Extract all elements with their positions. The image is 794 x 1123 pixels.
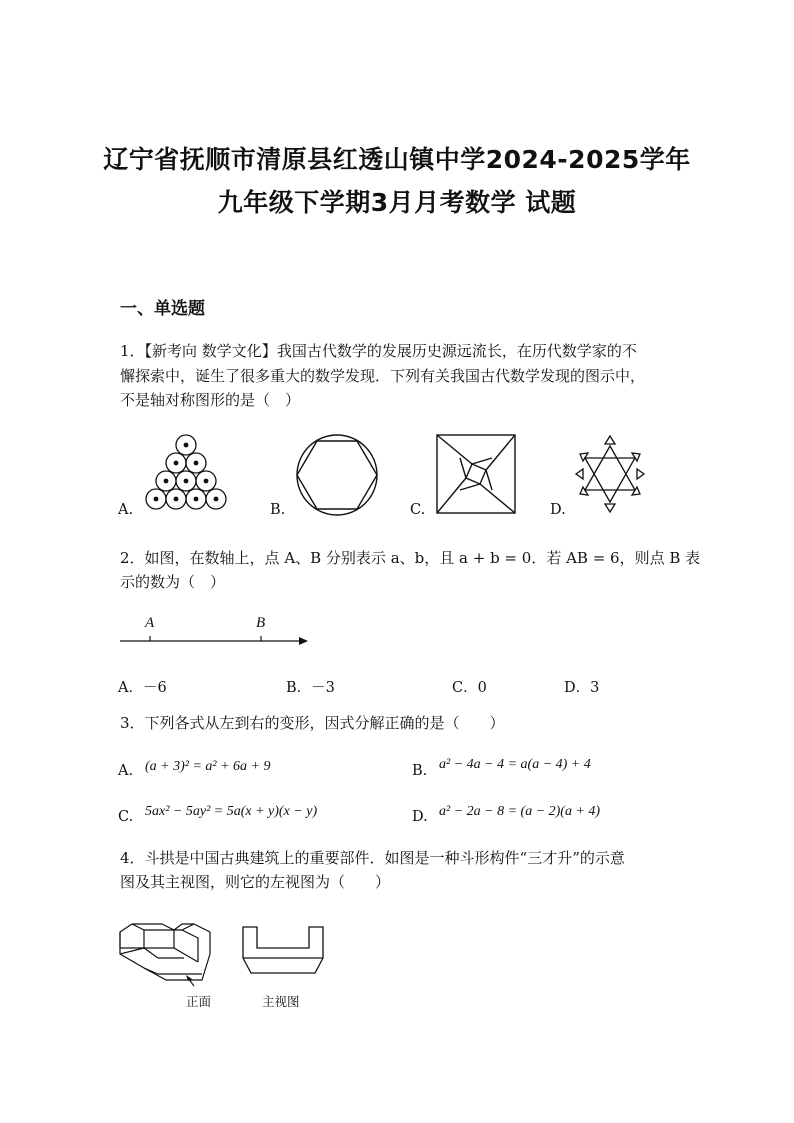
q1-figure-d-star-of-david (574, 434, 646, 514)
q1-line1: 1．【新考向 数学文化】我国古代数学的发展历史源远流长，在历代数学家的不 (120, 342, 637, 360)
q3-option-d-expr: a² − 2a − 8 = (a − 2)(a + 4) (439, 804, 601, 819)
q2-option-d: D．3 (564, 680, 600, 696)
q1-option-c-label: C. (410, 502, 426, 518)
q4-main-view-figure (242, 926, 324, 974)
q4-line1: 4．斗拱是中国古典建筑上的重要部件．如图是一种斗形构件“三才升”的示意 (120, 849, 625, 867)
q1-figure-b-hexagon-in-circle (295, 433, 379, 517)
q3-option-b-label: B. (412, 763, 428, 779)
q2-point-a-label: A (145, 615, 155, 631)
section-heading: 一、单选题 (120, 299, 205, 319)
page-title-line2: 九年级下学期3月月考数学 试题 (217, 188, 577, 217)
q1-line2: 懈探索中，诞生了很多重大的数学发现．下列有关我国古代数学发现的图示中， (120, 367, 646, 385)
q4-line2: 图及其主视图，则它的左视图为（ ） (120, 873, 391, 891)
q1-option-b-label: B. (270, 502, 286, 518)
q2-option-a: A．－6 (118, 680, 167, 696)
q3-option-a-expr: (a + 3)² = a² + 6a + 9 (145, 759, 271, 774)
q3-option-b-expr: a² − 4a − 4 = a(a − 4) + 4 (439, 757, 591, 772)
q2-point-b-label: B (256, 615, 266, 631)
q4-caption-front: 正面 (186, 994, 212, 1009)
q3-line1: 3．下列各式从左到右的变形，因式分解正确的是（ ） (120, 714, 505, 732)
q3-option-c-expr: 5ax² − 5ay² = 5a(x + y)(x − y) (145, 804, 318, 819)
q1-figure-a-circle-triangle (140, 432, 240, 517)
page-title-line1: 辽宁省抚顺市清原县红透山镇中学2024-2025学年 (103, 145, 691, 174)
q1-option-a-label: A. (118, 502, 134, 518)
q1-figure-c-square-pinwheel (436, 434, 516, 514)
q2-line2: 示的数为（ ） (120, 573, 226, 591)
q3-option-a-label: A. (118, 763, 134, 779)
q2-option-b: B．－3 (286, 680, 335, 696)
q4-caption-main-view: 主视图 (262, 994, 300, 1009)
q3-option-d-label: D. (412, 809, 428, 825)
q1-option-d-label: D. (550, 502, 566, 518)
q2-line1: 2．如图，在数轴上，点 A、B 分别表示 a、b，且 a + b = 0．若 AB = 6，则点 B 表 (120, 549, 701, 567)
q4-isometric-figure (118, 918, 218, 990)
q2-option-c: C．0 (452, 680, 487, 696)
q1-line3: 不是轴对称图形的是（ ） (120, 391, 301, 409)
q3-option-c-label: C. (118, 809, 134, 825)
